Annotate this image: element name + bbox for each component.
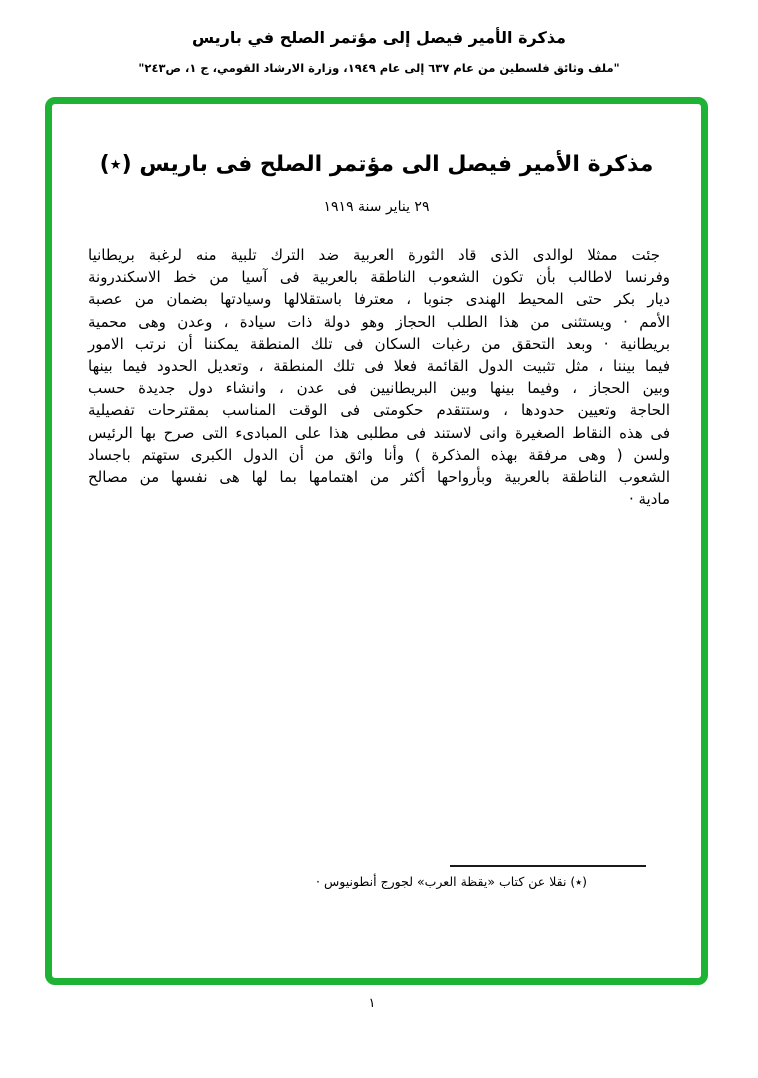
body-line: الشعوب الناطقة بالعربية وبأرواحها أكثر من اهتمامها بما لها هى نفسها من مصالح	[88, 467, 670, 486]
body-line: مادية ·	[628, 490, 670, 509]
body-line: فيما بيننا ، مثل تثبيت الدول القائمة فعلا فى تلك المنطقة ، وتعديل الحدود فيما بينها	[88, 356, 670, 375]
body-line: وفرنسا لاطالب بأن تكون الشعوب الناطقة بالعربية فى آسيا من خط الاسكندرونة	[88, 268, 670, 287]
body-line: ولسن ( وهى مرفقة بهذه المذكرة ) وأنا واثق من أن الدول الكبرى ستهتم باجساد	[88, 445, 670, 464]
green-highlight-frame	[45, 97, 708, 985]
body-line: الأمم · ويستثنى من هذا الطلب الحجاز وهو دولة ذات سيادة ، وعدن وهى محمية	[88, 312, 670, 331]
footnote-text: (٭) نقلا عن كتاب «يقظة العرب» لجورج أنطونيوس ·	[316, 874, 587, 889]
document-title: مذكرة الأمير فيصل الى مؤتمر الصلح فى باريس (٭)	[99, 152, 654, 177]
document-body-paragraph	[88, 244, 670, 510]
body-line: فى هذه النقاط الصغيرة وانى لاستند فى مطلبى هذا على المبادىء التى صرح بها الرئيس	[88, 423, 670, 442]
page-header-source-citation: "ملف وثائق فلسطين من عام ٦٣٧ إلى عام ١٩٤٩، وزارة الارشاد القومي، ج ١، ص٢٤٣"	[138, 61, 620, 75]
page-number: ١	[368, 996, 376, 1011]
body-line: الحاجة وتعيين حدودها ، وستتقدم حكومتى فى الوقت المناسب بمقترحات تفصيلية	[88, 401, 670, 420]
document-date: ٢٩ يناير سنة ١٩١٩	[323, 199, 430, 215]
body-line: جئت ممثلا لوالدى الذى قاد الثورة العربية ضد الترك تلبية منه لرغبة بريطانيا	[88, 246, 660, 264]
body-line: بريطانية · وبعد التحقق من رغبات السكان فى تلك المنطقة يمكننا أن نرتب الامور	[88, 334, 670, 353]
body-line: ديار بكر حتى المحيط الهندى جنوبا ، معترفا باستقلالها وسيادتها بضمان من عصبة	[88, 290, 670, 309]
body-line: وبين الحجاز ، وفيما بينها وبين البريطانيين فى عدن ، وانشاء دول جديدة حسب	[88, 379, 670, 398]
page-header-title: مذكرة الأمير فيصل إلى مؤتمر الصلح في باريس	[192, 28, 566, 47]
footnote-divider-line	[450, 865, 646, 867]
